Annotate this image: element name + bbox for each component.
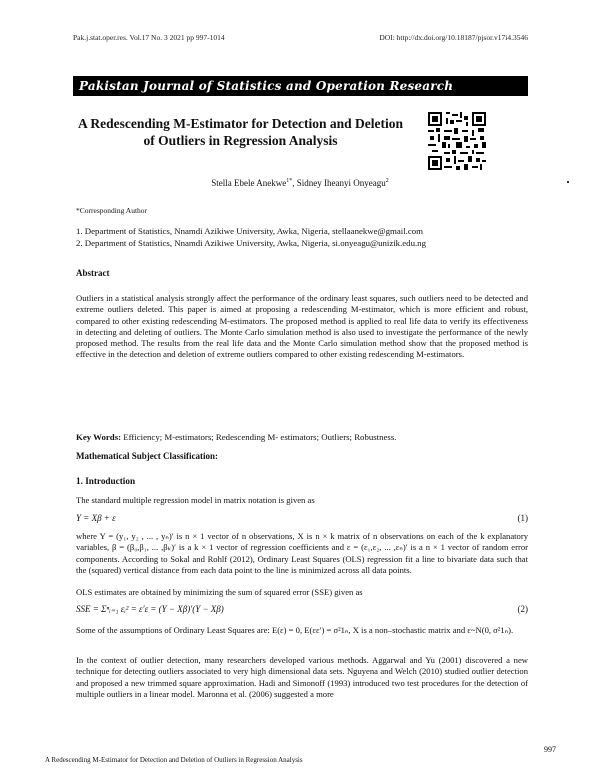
margin-mark [567, 181, 569, 183]
equation-1-body: Y = Xβ + ε [76, 513, 116, 523]
corresponding-author-note: *Corresponding Author [76, 206, 148, 215]
author-2: , Sidney Iheanyi Onyeagu [292, 178, 386, 188]
page-number: 997 [544, 745, 556, 754]
equation-2-number: (2) [517, 604, 528, 614]
doi-link[interactable]: DOI: http://dx.doi.org/10.18187/pjsor.v17i4.3546 [379, 33, 528, 42]
author-1: Stella Ebele Anekwe [211, 178, 287, 188]
affiliation-2: 2. Department of Statistics, Nnamdi Azikiwe University, Awka, Nigeria, si.onyeagu@unizik.edu.ng [76, 238, 426, 248]
author-list [0, 178, 600, 188]
author-2-affiliation-mark: 2 [385, 178, 389, 184]
keywords-list: Efficiency; M-estimators; Redescending M- estimators; Outliers; Robustness. [121, 432, 397, 442]
intro-paragraph-2: where Y = (y₁, y₂ , ... , yₙ)′ is n × 1 vector of n observations, X is n × k matrix of n observations on each of the k explanatory variables, β = (β₀,β₁, ... ,βₖ)′ is a k × 1 vector of regression coefficients and ε = (ε₁,ε₂, ... ,εₙ)′ is a n × 1 vector of random error components. According to Sokal and Rohlf (2012), Ordinary Least Squares (OLS) regression fit a line to bivariate data such that the (squared) vertical distance from each data point to the line is minimized across all data points. [76, 531, 528, 575]
keywords [76, 432, 396, 442]
affiliation-1: 1. Department of Statistics, Nnamdi Azikiwe University, Awka, Nigeria, stellaanekwe@gmail.com [76, 226, 424, 236]
keywords-label: Key Words: [76, 432, 122, 442]
equation-2-body: SSE = Σⁿᵢ₌₁ εᵢ² = ε′ε = (Y − Xβ)′(Y − Xβ) [76, 604, 224, 614]
equation-1 [76, 513, 528, 523]
intro-paragraph-1: The standard multiple regression model in matrix notation is given as [76, 495, 315, 505]
abstract-text: Outliers in a statistical analysis strongly affect the performance of the ordinary least squares, such outliers need to be detected and extreme outliers deleted. This paper is aimed at proposing a redescending M-estimator, which is more efficient and robust, compared to other existing redescending M-estimators. The proposed method is applied to real life data to verify its effectiveness in detecting and deleting of outliers. The Monte Carlo simulation method is also used to investigate the performance of the newly proposed method. The results from the real life data and the Monte Carlo simulation method show that the proposed method is effective in the detection and deletion of extreme outliers compared to other existing redescending M-estimators. [76, 293, 528, 360]
intro-paragraph-3: OLS estimates are obtained by minimizing the sum of squared error (SSE) given as [76, 587, 363, 597]
journal-banner: Pakistan Journal of Statistics and Operation Research [73, 76, 528, 96]
introduction-heading: 1. Introduction [76, 476, 136, 486]
equation-1-number: (1) [517, 513, 528, 523]
journal-reference: Pak.j.stat.oper.res. Vol.17 No. 3 2021 pp 997-1014 [73, 33, 225, 42]
qr-code-icon [428, 112, 486, 170]
author-1-affiliation-mark: 1* [286, 178, 293, 184]
running-title: A Redescending M-Estimator for Detection and Deletion of Outliers in Regression Analysis [45, 756, 303, 764]
intro-paragraph-5: In the context of outlier detection, many researchers developed various methods. Aggarwal and Yu (2001) discovered a new technique for detecting outliers associated to very high dimensional data sets. Nguyena and Welch (2010) studied outlier detection and proposed a new trimmed square approximation. Hadi and Simonoff (1993) introduced two test procedures for the detection of multiple outliers in a linear model. Maronna et al. (2006) suggested a more [76, 655, 528, 699]
intro-paragraph-4: Some of the assumptions of Ordinary Least Squares are: E(ε) = 0, E(εε′) = σ²1ₙ, X is a non–stochastic matrix and ε~N(0, σ²1ₙ). [76, 625, 514, 635]
abstract-heading: Abstract [76, 268, 110, 278]
equation-2 [76, 604, 528, 615]
msc-heading: Mathematical Subject Classification: [76, 451, 218, 461]
paper-title: A Redescending M-Estimator for Detection and Deletion of Outliers in Regression Analysis [78, 116, 403, 148]
